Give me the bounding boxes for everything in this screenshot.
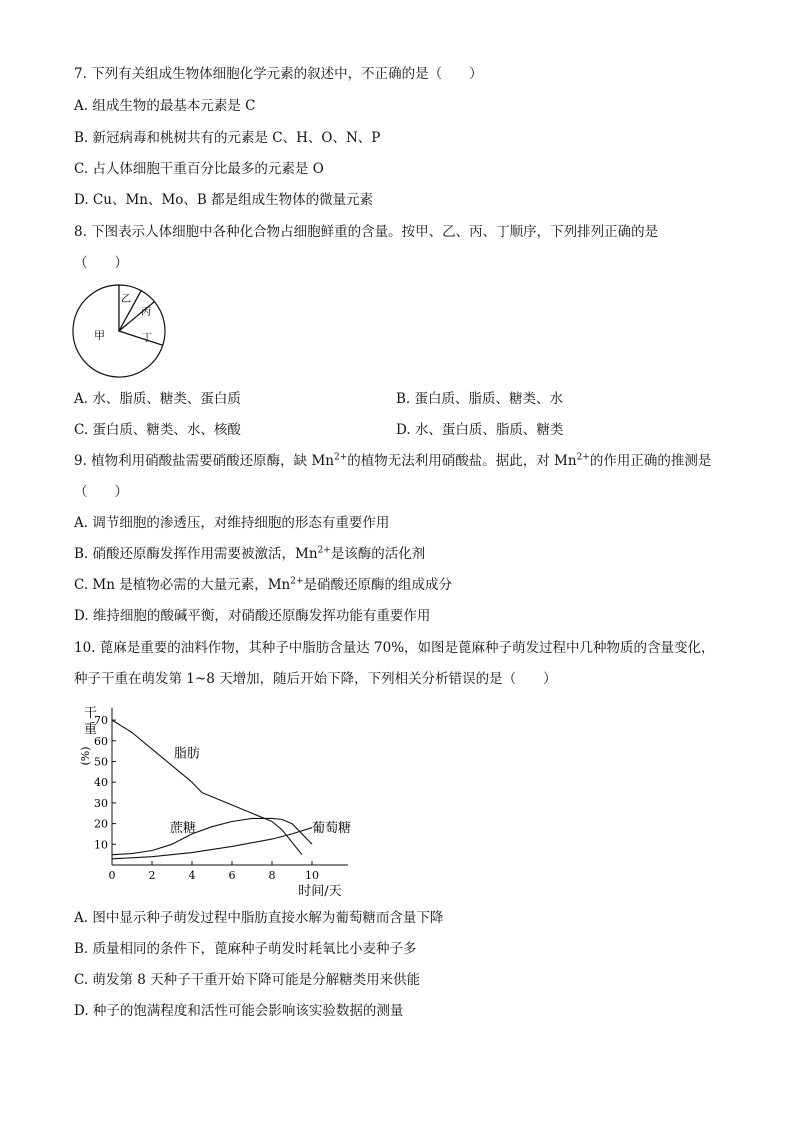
q8-pie-chart (70, 282, 180, 382)
q9-option-b-part2: 是该酶的活化剂 (330, 546, 426, 562)
q10-option-c: C. 萌发第 8 天种子干重开始下降可能是分解糖类用来供能 (74, 972, 421, 988)
q9-option-c-part1: C. Mn 是植物必需的大量元素，Mn (74, 577, 291, 593)
x-tick-label: 8 (268, 869, 276, 882)
y-tick-label: 70 (94, 714, 108, 728)
y-tick-label: 40 (94, 776, 108, 790)
pie-label-ding: 丁 (142, 333, 152, 344)
q8-stem-bracket: （ ） (74, 255, 128, 271)
q10-option-a: A. 图中显示种子萌发过程中脂肪直接水解为葡萄糖而含量下降 (74, 910, 444, 926)
q10-stem-line1: 10. 蓖麻是重要的油料作物，其种子中脂肪含量达 70%，如图是蓖麻种子萌发过程中几种物质的含量变化， (74, 640, 715, 656)
x-tick-label: 6 (228, 869, 236, 882)
pie-label-bing: 丙 (141, 307, 151, 318)
q9-ion-charge-2: 2+ (576, 452, 590, 463)
q7-option-a: A. 组成生物的最基本元素是 C (74, 98, 256, 114)
q9-stem-part2: 的植物无法利用硝酸盐。据此，对 Mn (347, 453, 577, 469)
q7-option-d: D. Cu、Mn、Mo、B 都是组成生物体的微量元素 (74, 192, 374, 208)
pie-label-jia: 甲 (94, 329, 105, 342)
q7-option-b: B. 新冠病毒和桃树共有的元素是 C、H、O、N、P (74, 130, 381, 146)
series-fat-label: 脂肪 (174, 746, 201, 762)
q8-option-c: C. 蛋白质、糖类、水、核酸 (74, 422, 241, 438)
q9-option-c (74, 576, 452, 594)
y-axis-label-char-1: 干 (84, 706, 98, 721)
y-tick-label: 10 (94, 838, 108, 852)
y-tick-label: 60 (94, 734, 108, 748)
q9-option-c-part2: 是硝酸还原酶的组成成分 (303, 577, 453, 593)
q9-option-b-part1: B. 硝酸还原酶发挥作用需要被激活，Mn (74, 546, 318, 562)
series-glucose-label: 葡萄糖 (312, 820, 352, 836)
y-tick-label: 50 (94, 755, 108, 769)
y-tick-label: 30 (94, 796, 108, 810)
q7-option-c: C. 占人体细胞干重百分比最多的元素是 O (74, 161, 324, 177)
q9-option-c-charge: 2+ (290, 576, 304, 587)
series-fat-line (112, 720, 302, 855)
q8-option-b: B. 蛋白质、脂质、糖类、水 (396, 391, 564, 407)
q10-option-b: B. 质量相同的条件下，蓖麻种子萌发时耗氧比小麦种子多 (74, 941, 417, 957)
y-tick-label: 20 (94, 817, 108, 831)
q8-option-a: A. 水、脂质、糖类、蛋白质 (74, 391, 241, 407)
x-tick-label: 2 (148, 869, 156, 882)
q7-stem: 7. 下列有关组成生物体细胞化学元素的叙述中，不正确的是（ ） (74, 66, 483, 82)
q9-stem-bracket: （ ） (74, 484, 128, 500)
x-tick-label: 4 (188, 869, 196, 882)
y-axis-label-char-2: 重 (84, 722, 98, 737)
pie-label-yi: 乙 (121, 294, 131, 305)
q9-stem-part1: 9. 植物利用硝酸盐需要硝酸还原酶，缺 Mn (74, 453, 334, 469)
q9-option-a: A. 调节细胞的渗透压，对维持细胞的形态有重要作用 (74, 515, 390, 531)
series-sucrose-label: 蔗糖 (170, 820, 197, 836)
x-tick-label: 10 (305, 869, 319, 882)
q9-option-d: D. 维持细胞的酸碱平衡，对硝酸还原酶发挥功能有重要作用 (74, 608, 431, 624)
q9-stem-part3: 的作用正确的推测是 (589, 453, 712, 469)
q8-stem: 8. 下图表示人体细胞中各种化合物占细胞鲜重的含量。按甲、乙、丙、丁顺序，下列排列正确的是 (74, 224, 659, 240)
q10-line-chart (72, 700, 372, 900)
q9-option-b-charge: 2+ (317, 545, 331, 556)
q9-stem (74, 452, 711, 470)
x-axis-label: 时间/天 (298, 884, 342, 899)
q9-option-b (74, 545, 425, 563)
q8-option-d: D. 水、蛋白质、脂质、糖类 (396, 422, 564, 438)
series-glucose-line (112, 828, 312, 859)
x-tick-label: 0 (108, 869, 116, 882)
q10-option-d: D. 种子的饱满程度和活性可能会影响该实验数据的测量 (74, 1003, 404, 1019)
q10-stem-line2: 种子干重在萌发第 1~8 天增加，随后开始下降，下列相关分析错误的是（ ） (74, 671, 557, 687)
q9-ion-charge-1: 2+ (333, 452, 348, 463)
y-axis-label-unit: (%) (79, 746, 92, 766)
